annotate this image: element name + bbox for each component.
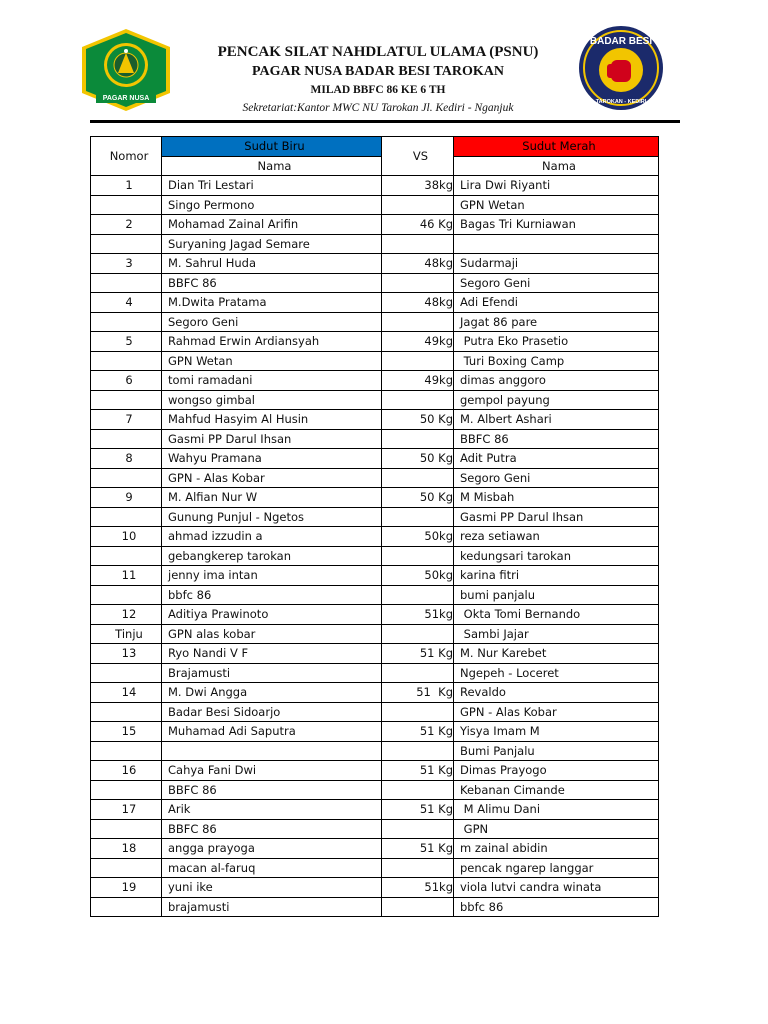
cell-weight: 46 Kg	[382, 215, 454, 235]
cell-weight: 51kg	[382, 605, 454, 625]
cell-weight	[382, 468, 454, 488]
cell-nomor: 10	[91, 527, 162, 547]
cell-sudut-merah: Gasmi PP Darul Ihsan	[454, 507, 659, 527]
cell-weight	[382, 351, 454, 371]
cell-sudut-merah: M. Albert Ashari	[454, 410, 659, 430]
cell-sudut-biru: Arik	[162, 800, 382, 820]
cell-nomor	[91, 390, 162, 410]
cell-sudut-merah: bbfc 86	[454, 897, 659, 917]
cell-sudut-merah: pencak ngarep langgar	[454, 858, 659, 878]
cell-sudut-biru: Singo Permono	[162, 195, 382, 215]
cell-weight: 50kg	[382, 566, 454, 586]
cell-sudut-biru: yuni ike	[162, 878, 382, 898]
header-divider	[90, 120, 680, 123]
cell-sudut-biru: wongso gimbal	[162, 390, 382, 410]
cell-sudut-biru: Muhamad Adi Saputra	[162, 722, 382, 742]
document-header	[0, 0, 768, 124]
cell-sudut-merah: M Alimu Dani	[454, 800, 659, 820]
table-row	[91, 351, 659, 371]
cell-sudut-merah: Lira Dwi Riyanti	[454, 176, 659, 196]
cell-sudut-biru: macan al-faruq	[162, 858, 382, 878]
cell-sudut-biru: GPN alas kobar	[162, 624, 382, 644]
pagar-nusa-logo	[78, 27, 174, 113]
column-header-vs: VS	[382, 137, 454, 176]
header-subtitle: PAGAR NUSA BADAR BESI TAROKAN	[251, 64, 505, 79]
cell-sudut-merah: Yisya Imam M	[454, 722, 659, 742]
cell-sudut-merah: M. Nur Karebet	[454, 644, 659, 664]
cell-nomor	[91, 702, 162, 722]
table-row	[91, 683, 659, 703]
column-header-nomor: Nomor	[91, 137, 162, 176]
cell-sudut-biru: Rahmad Erwin Ardiansyah	[162, 332, 382, 352]
cell-weight: 51 Kg	[382, 800, 454, 820]
table-row	[91, 312, 659, 332]
match-schedule-table	[90, 136, 659, 917]
cell-sudut-biru: Segoro Geni	[162, 312, 382, 332]
cell-sudut-merah: Putra Eko Prasetio	[454, 332, 659, 352]
cell-sudut-biru: M.Dwita Pratama	[162, 293, 382, 313]
table-row	[91, 644, 659, 664]
cell-sudut-biru: M. Dwi Angga	[162, 683, 382, 703]
cell-nomor	[91, 780, 162, 800]
cell-nomor	[91, 351, 162, 371]
table-row	[91, 800, 659, 820]
table-row	[91, 429, 659, 449]
cell-weight: 48kg	[382, 254, 454, 274]
cell-nomor: 8	[91, 449, 162, 469]
cell-sudut-biru: Gunung Punjul - Ngetos	[162, 507, 382, 527]
cell-sudut-biru: Gasmi PP Darul Ihsan	[162, 429, 382, 449]
cell-sudut-merah: Sudarmaji	[454, 254, 659, 274]
column-header-nama-merah: Nama	[454, 156, 659, 176]
cell-sudut-merah: Adi Efendi	[454, 293, 659, 313]
cell-sudut-merah: GPN	[454, 819, 659, 839]
cell-nomor: 7	[91, 410, 162, 430]
cell-nomor	[91, 507, 162, 527]
badar-besi-logo	[577, 24, 665, 112]
cell-sudut-biru: Suryaning Jagad Semare	[162, 234, 382, 254]
cell-sudut-merah	[454, 234, 659, 254]
cell-nomor	[91, 468, 162, 488]
cell-sudut-biru: BBFC 86	[162, 819, 382, 839]
cell-nomor: 6	[91, 371, 162, 391]
cell-weight	[382, 234, 454, 254]
cell-nomor: 19	[91, 878, 162, 898]
cell-sudut-biru: Aditiya Prawinoto	[162, 605, 382, 625]
table-row	[91, 624, 659, 644]
table-row	[91, 507, 659, 527]
cell-nomor: 5	[91, 332, 162, 352]
cell-weight	[382, 858, 454, 878]
cell-sudut-merah: GPN Wetan	[454, 195, 659, 215]
table-row	[91, 273, 659, 293]
table-row	[91, 897, 659, 917]
table-row	[91, 722, 659, 742]
cell-sudut-merah: m zainal abidin	[454, 839, 659, 859]
cell-nomor: 14	[91, 683, 162, 703]
cell-weight	[382, 429, 454, 449]
cell-sudut-merah: M Misbah	[454, 488, 659, 508]
cell-sudut-merah: Jagat 86 pare	[454, 312, 659, 332]
table-row	[91, 390, 659, 410]
header-address: Sekretariat:Kantor MWC NU Tarokan Jl. Kediri - Nganjuk	[242, 102, 514, 114]
cell-nomor	[91, 663, 162, 683]
cell-weight: 51 Kg	[382, 722, 454, 742]
table-row	[91, 254, 659, 274]
table-row	[91, 195, 659, 215]
svg-text:TAROKAN - KEDIRI: TAROKAN - KEDIRI	[595, 99, 647, 105]
table-row	[91, 468, 659, 488]
cell-sudut-merah: BBFC 86	[454, 429, 659, 449]
cell-nomor	[91, 585, 162, 605]
cell-sudut-merah: Segoro Geni	[454, 273, 659, 293]
cell-sudut-merah: GPN - Alas Kobar	[454, 702, 659, 722]
table-body	[91, 176, 659, 917]
cell-sudut-merah: Turi Boxing Camp	[454, 351, 659, 371]
cell-nomor: 3	[91, 254, 162, 274]
cell-sudut-merah: karina fitri	[454, 566, 659, 586]
table-row	[91, 410, 659, 430]
cell-weight: 38kg	[382, 176, 454, 196]
table-row	[91, 761, 659, 781]
cell-sudut-merah: Adit Putra	[454, 449, 659, 469]
cell-weight	[382, 624, 454, 644]
cell-sudut-merah: Segoro Geni	[454, 468, 659, 488]
cell-weight	[382, 585, 454, 605]
cell-sudut-merah: dimas anggoro	[454, 371, 659, 391]
cell-nomor	[91, 312, 162, 332]
column-header-sudut-merah: Sudut Merah	[454, 137, 659, 157]
cell-weight	[382, 663, 454, 683]
header-event: MILAD BBFC 86 KE 6 TH	[310, 84, 446, 96]
cell-nomor	[91, 546, 162, 566]
table-row	[91, 819, 659, 839]
cell-nomor	[91, 429, 162, 449]
cell-nomor: 2	[91, 215, 162, 235]
cell-weight	[382, 507, 454, 527]
table-header-row	[91, 137, 659, 157]
cell-sudut-merah: Bumi Panjalu	[454, 741, 659, 761]
cell-sudut-biru: tomi ramadani	[162, 371, 382, 391]
cell-weight	[382, 819, 454, 839]
cell-sudut-merah: Sambi Jajar	[454, 624, 659, 644]
cell-nomor: 12	[91, 605, 162, 625]
table-row	[91, 293, 659, 313]
cell-sudut-merah: reza setiawan	[454, 527, 659, 547]
table-row	[91, 780, 659, 800]
cell-weight: 51 Kg	[382, 683, 454, 703]
table-row	[91, 741, 659, 761]
table-row	[91, 176, 659, 196]
cell-weight: 50 Kg	[382, 449, 454, 469]
table-row	[91, 585, 659, 605]
cell-weight: 49kg	[382, 371, 454, 391]
table-row	[91, 702, 659, 722]
table-row	[91, 663, 659, 683]
cell-sudut-biru: Wahyu Pramana	[162, 449, 382, 469]
cell-weight	[382, 312, 454, 332]
cell-weight: 50 Kg	[382, 488, 454, 508]
cell-weight: 51kg	[382, 878, 454, 898]
cell-sudut-merah: Dimas Prayogo	[454, 761, 659, 781]
column-header-sudut-biru: Sudut Biru	[162, 137, 382, 157]
cell-weight	[382, 195, 454, 215]
column-header-nama-biru: Nama	[162, 156, 382, 176]
cell-weight	[382, 780, 454, 800]
cell-sudut-merah: bumi panjalu	[454, 585, 659, 605]
cell-nomor	[91, 273, 162, 293]
table-row	[91, 449, 659, 469]
cell-sudut-biru: Cahya Fani Dwi	[162, 761, 382, 781]
cell-nomor: 16	[91, 761, 162, 781]
table-row	[91, 488, 659, 508]
table-subheader-row	[91, 156, 659, 176]
cell-nomor: 4	[91, 293, 162, 313]
cell-weight: 50kg	[382, 527, 454, 547]
cell-sudut-biru: BBFC 86	[162, 273, 382, 293]
cell-sudut-merah: Ngepeh - Loceret	[454, 663, 659, 683]
cell-nomor	[91, 234, 162, 254]
svg-text:BADAR BESI: BADAR BESI	[589, 36, 653, 47]
cell-nomor: 1	[91, 176, 162, 196]
cell-nomor: 9	[91, 488, 162, 508]
table-row	[91, 234, 659, 254]
cell-sudut-merah: Bagas Tri Kurniawan	[454, 215, 659, 235]
cell-sudut-merah: Revaldo	[454, 683, 659, 703]
cell-weight: 49kg	[382, 332, 454, 352]
cell-nomor: 13	[91, 644, 162, 664]
table-row	[91, 839, 659, 859]
cell-sudut-biru: gebangkerep tarokan	[162, 546, 382, 566]
cell-weight: 51 Kg	[382, 644, 454, 664]
cell-sudut-biru: ahmad izzudin a	[162, 527, 382, 547]
cell-sudut-biru: M. Sahrul Huda	[162, 254, 382, 274]
cell-nomor	[91, 858, 162, 878]
table-row	[91, 546, 659, 566]
cell-weight: 50 Kg	[382, 410, 454, 430]
cell-sudut-merah: kedungsari tarokan	[454, 546, 659, 566]
svg-text:PAGAR NUSA: PAGAR NUSA	[102, 95, 150, 102]
table-row	[91, 371, 659, 391]
cell-weight: 48kg	[382, 293, 454, 313]
cell-sudut-merah: Kebanan Cimande	[454, 780, 659, 800]
table-row	[91, 878, 659, 898]
cell-nomor	[91, 897, 162, 917]
cell-weight	[382, 273, 454, 293]
cell-weight	[382, 546, 454, 566]
cell-sudut-biru: Dian Tri Lestari	[162, 176, 382, 196]
cell-nomor	[91, 741, 162, 761]
cell-sudut-merah: Okta Tomi Bernando	[454, 605, 659, 625]
cell-sudut-biru: Ryo Nandi V F	[162, 644, 382, 664]
cell-weight: 51 Kg	[382, 839, 454, 859]
cell-weight	[382, 390, 454, 410]
cell-sudut-merah: gempol payung	[454, 390, 659, 410]
header-title: PENCAK SILAT NAHDLATUL ULAMA (PSNU)	[217, 44, 539, 60]
cell-nomor: 11	[91, 566, 162, 586]
table-row	[91, 858, 659, 878]
table-row	[91, 566, 659, 586]
cell-sudut-biru: bbfc 86	[162, 585, 382, 605]
cell-nomor	[91, 819, 162, 839]
cell-sudut-biru: Brajamusti	[162, 663, 382, 683]
cell-sudut-biru: brajamusti	[162, 897, 382, 917]
table-row	[91, 332, 659, 352]
cell-nomor: 18	[91, 839, 162, 859]
cell-nomor: 15	[91, 722, 162, 742]
cell-sudut-biru: Mahfud Hasyim Al Husin	[162, 410, 382, 430]
cell-sudut-biru: GPN - Alas Kobar	[162, 468, 382, 488]
cell-sudut-biru: Mohamad Zainal Arifin	[162, 215, 382, 235]
table-row	[91, 605, 659, 625]
cell-sudut-biru	[162, 741, 382, 761]
cell-weight	[382, 702, 454, 722]
cell-nomor: Tinju	[91, 624, 162, 644]
cell-weight	[382, 897, 454, 917]
cell-sudut-biru: jenny ima intan	[162, 566, 382, 586]
cell-sudut-biru: angga prayoga	[162, 839, 382, 859]
cell-sudut-biru: BBFC 86	[162, 780, 382, 800]
cell-nomor	[91, 195, 162, 215]
cell-sudut-biru: Badar Besi Sidoarjo	[162, 702, 382, 722]
table-row	[91, 215, 659, 235]
cell-nomor: 17	[91, 800, 162, 820]
cell-sudut-biru: M. Alfian Nur W	[162, 488, 382, 508]
cell-sudut-biru: GPN Wetan	[162, 351, 382, 371]
table-row	[91, 527, 659, 547]
cell-sudut-merah: viola lutvi candra winata	[454, 878, 659, 898]
cell-weight	[382, 741, 454, 761]
cell-weight: 51 Kg	[382, 761, 454, 781]
